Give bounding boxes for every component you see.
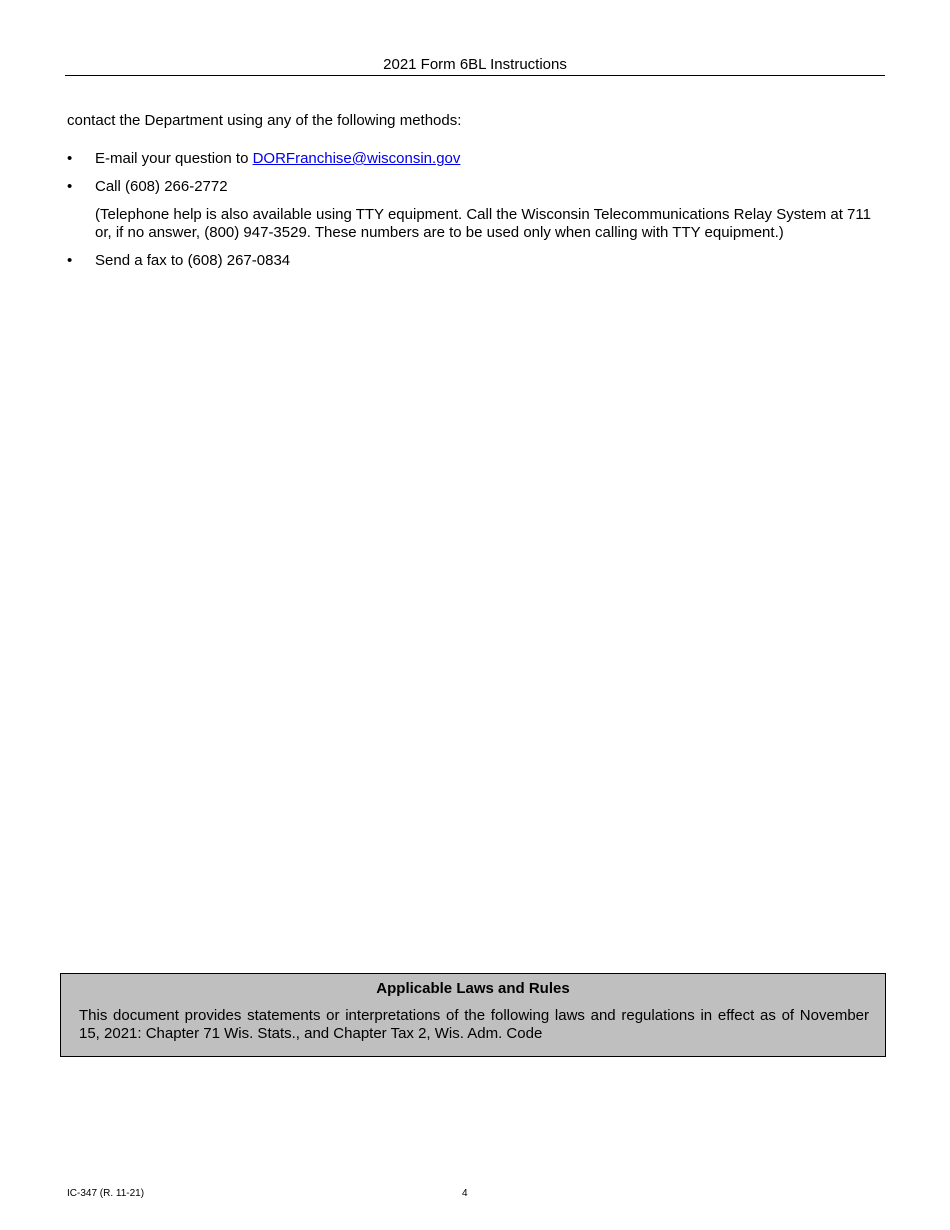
laws-title: Applicable Laws and Rules (376, 980, 570, 997)
bullet-icon: • (67, 150, 73, 167)
contact-item-fax (67, 252, 885, 270)
contact-item-call (67, 178, 885, 196)
intro-text: contact the Department using any of the following methods: (67, 112, 462, 129)
footer-page-number: 4 (462, 1188, 468, 1199)
contact-methods-list (67, 150, 885, 270)
page-header-title: 2021 Form 6BL Instructions (65, 55, 885, 76)
applicable-laws-box (60, 973, 886, 1057)
bullet-icon: • (67, 178, 73, 195)
tty-note (67, 206, 885, 242)
laws-body: This document provides statements or interpretations of the following laws and regulations in effect as of November 15, 2021: Chapter 71 Wis. Stats., and Chapter Tax 2, Wis. Adm. Code (79, 1007, 869, 1042)
tty-note-text: (Telephone help is also available using TTY equipment. Call the Wisconsin Telecommunications Relay System at 711 or, if no answer, (800) 947-3529. These numbers are to be used only when calling with TTY equipment.) (95, 206, 871, 241)
call-text: Call (608) 266-2772 (95, 178, 228, 195)
email-link[interactable]: DORFranchise@wisconsin.gov (252, 150, 461, 167)
fax-text: Send a fax to (608) 267-0834 (95, 252, 291, 269)
footer-form-code: IC-347 (R. 11-21) (67, 1188, 145, 1199)
bullet-icon: • (67, 252, 73, 269)
email-prefix-text: E-mail your question to (95, 150, 253, 167)
contact-item-email (67, 150, 885, 168)
